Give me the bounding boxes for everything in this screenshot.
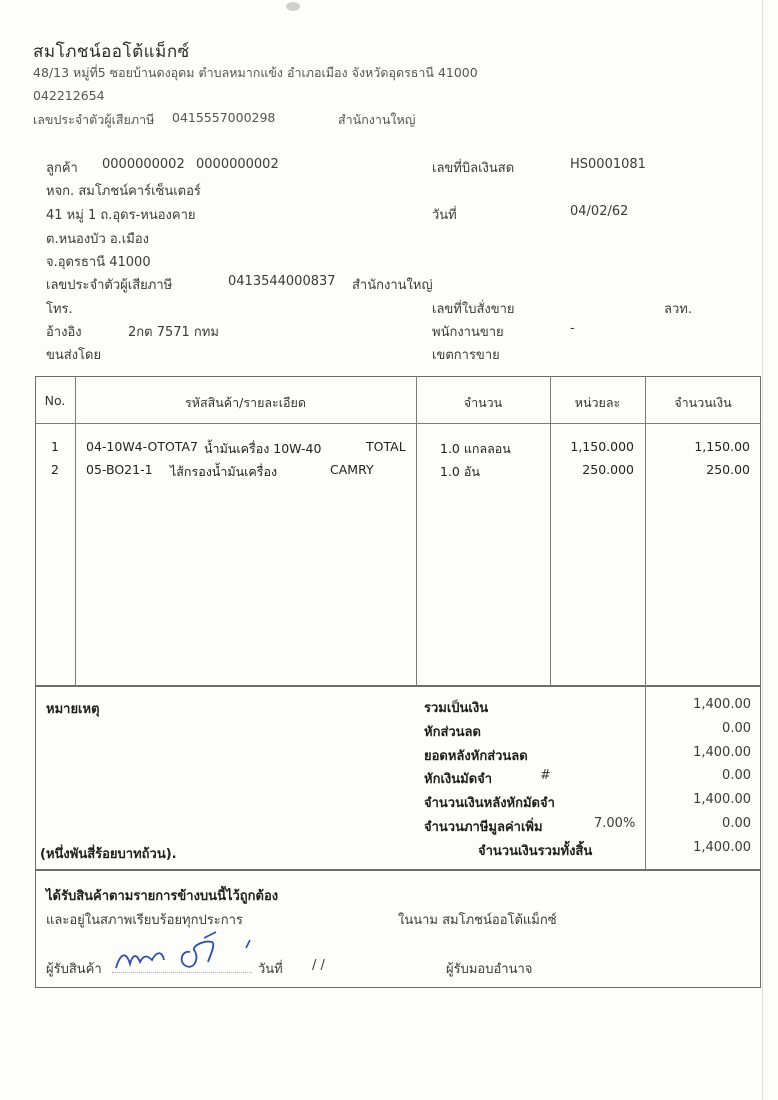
row-desc: ไส้กรองน้ำมันเครื่อง (170, 464, 278, 479)
customer-code-2: 0000000002 (196, 157, 279, 172)
customer-name: หจก. สมโภชน์คาร์เซ็นเตอร์ (46, 184, 201, 199)
discount-value: 0.00 (722, 721, 751, 736)
discount-label: หักส่วนลด (424, 725, 481, 740)
table-header-divider (35, 423, 761, 424)
vat-label: จำนวนภาษีมูลค่าเพิ่ม (424, 820, 543, 835)
customer-address-3: จ.อุดรธานี 41000 (46, 255, 151, 270)
header-unit-price: หน่วยละ (574, 395, 621, 410)
salesperson-label: พนักงานขาย (432, 325, 504, 340)
row-qty: 1.0 แกลลอน (440, 441, 511, 456)
company-tax-id: 0415557000298 (172, 110, 276, 125)
on-behalf-of: ในนาม สมโภชน์ออโต้แม็กซ์ (398, 913, 557, 928)
customer-address-2: ต.หนองบัว อ.เมือง (46, 232, 149, 247)
bill-date-value: 04/02/62 (570, 204, 629, 219)
subtotal-value: 1,400.00 (693, 697, 751, 712)
after-discount-label: ยอดหลังหักส่วนลด (424, 749, 528, 764)
sales-order-value: ลวท. (664, 302, 692, 317)
header-item: รหัสสินค้า/รายละเอียด (184, 395, 306, 410)
handwritten-signature (112, 920, 262, 980)
authorized-label: ผู้รับมอบอำนาจ (446, 962, 533, 977)
row-unit-price: 1,150.000 (570, 439, 634, 454)
company-phone: 042212654 (33, 88, 105, 103)
vat-rate: 7.00% (594, 816, 636, 831)
received-statement-1: ได้รับสินค้าตามรายการข้างบนนี้ไว้ถูกต้อง (46, 889, 279, 904)
after-deposit-value: 1,400.00 (693, 792, 751, 807)
customer-branch: สำนักงานใหญ่ (352, 278, 433, 293)
received-statement-2: และอยู่ในสภาพเรียบร้อยทุกประการ (46, 913, 243, 928)
company-branch: สำนักงานใหญ่ (338, 112, 416, 127)
after-discount-value: 1,400.00 (693, 745, 751, 760)
customer-tax-label: เลขประจำตัวผู้เสียภาษี (46, 278, 173, 293)
col-divider (75, 376, 76, 686)
customer-tax-id: 0413544000837 (228, 274, 336, 289)
row-desc: น้ำมันเครื่อง 10W-40 (204, 441, 322, 456)
row-qty: 1.0 อัน (440, 464, 480, 479)
row-amount: 1,150.00 (694, 439, 750, 454)
grand-total-label: จำนวนเงินรวมทั้งสิ้น (478, 844, 593, 859)
company-name: สมโภชน์ออโต้แม็กซ์ (33, 42, 190, 62)
subtotal-label: รวมเป็นเงิน (424, 701, 489, 716)
customer-phone-label: โทร. (46, 302, 73, 317)
after-deposit-label: จำนวนเงินหลังหักมัดจำ (424, 796, 555, 811)
bill-no-value: HS0001081 (570, 157, 646, 172)
company-address: 48/13 หมู่ที่5 ซอยบ้านดงอุดม ตำบลหมากแข้ง อำเภอเมือง จังหวัดอุดรธานี 41000 (33, 65, 478, 80)
receiver-label: ผู้รับสินค้า (46, 962, 102, 977)
grand-total-value: 1,400.00 (693, 840, 751, 855)
col-divider (416, 376, 417, 686)
company-tax-label: เลขประจำตัวผู้เสียภาษี (33, 112, 155, 127)
row-amount: 250.00 (706, 462, 750, 477)
row-unit-price: 250.000 (582, 462, 634, 477)
customer-label: ลูกค้า (46, 161, 78, 176)
customer-address-1: 41 หมู่ 1 ถ.อุดร-หนองคาย (46, 208, 196, 223)
customer-code-1: 0000000002 (102, 157, 185, 172)
deposit-label: หักเงินมัดจำ (424, 772, 493, 787)
salesperson-value: - (570, 321, 575, 336)
row-brand: CAMRY (330, 462, 374, 477)
receive-date-slashes: / / (312, 958, 325, 973)
header-amount: จำนวนเงิน (674, 395, 732, 410)
receive-date-label: วันที่ (258, 962, 283, 977)
col-divider (550, 376, 551, 686)
header-qty: จำนวน (463, 395, 503, 410)
shipping-label: ขนส่งโดย (46, 348, 102, 363)
row-code: 04-10W4-OTOTA7 (86, 439, 198, 454)
deposit-marker: # (540, 768, 551, 783)
row-no: 1 (51, 439, 59, 454)
deposit-value: 0.00 (722, 768, 751, 783)
reference-value: 2กต 7571 กทม (128, 325, 219, 340)
hole-punch-mark (286, 2, 300, 11)
vat-value: 0.00 (722, 816, 751, 831)
remark-label: หมายเหตุ (46, 702, 100, 717)
bill-no-label: เลขที่บิลเงินสด (432, 161, 515, 176)
bill-date-label: วันที่ (432, 208, 457, 223)
row-brand: TOTAL (366, 439, 406, 454)
reference-label: อ้างอิง (46, 325, 82, 340)
sales-zone-label: เขตการขาย (432, 348, 500, 363)
header-no: No. (44, 393, 66, 408)
col-divider (645, 376, 646, 686)
row-code: 05-BO21-1 (86, 462, 153, 477)
row-no: 2 (51, 462, 59, 477)
scan-edge (762, 0, 763, 1100)
amount-in-words: (หนึ่งพันสี่ร้อยบาทถ้วน). (40, 847, 177, 862)
sales-order-label: เลขที่ใบสั่งขาย (432, 302, 515, 317)
